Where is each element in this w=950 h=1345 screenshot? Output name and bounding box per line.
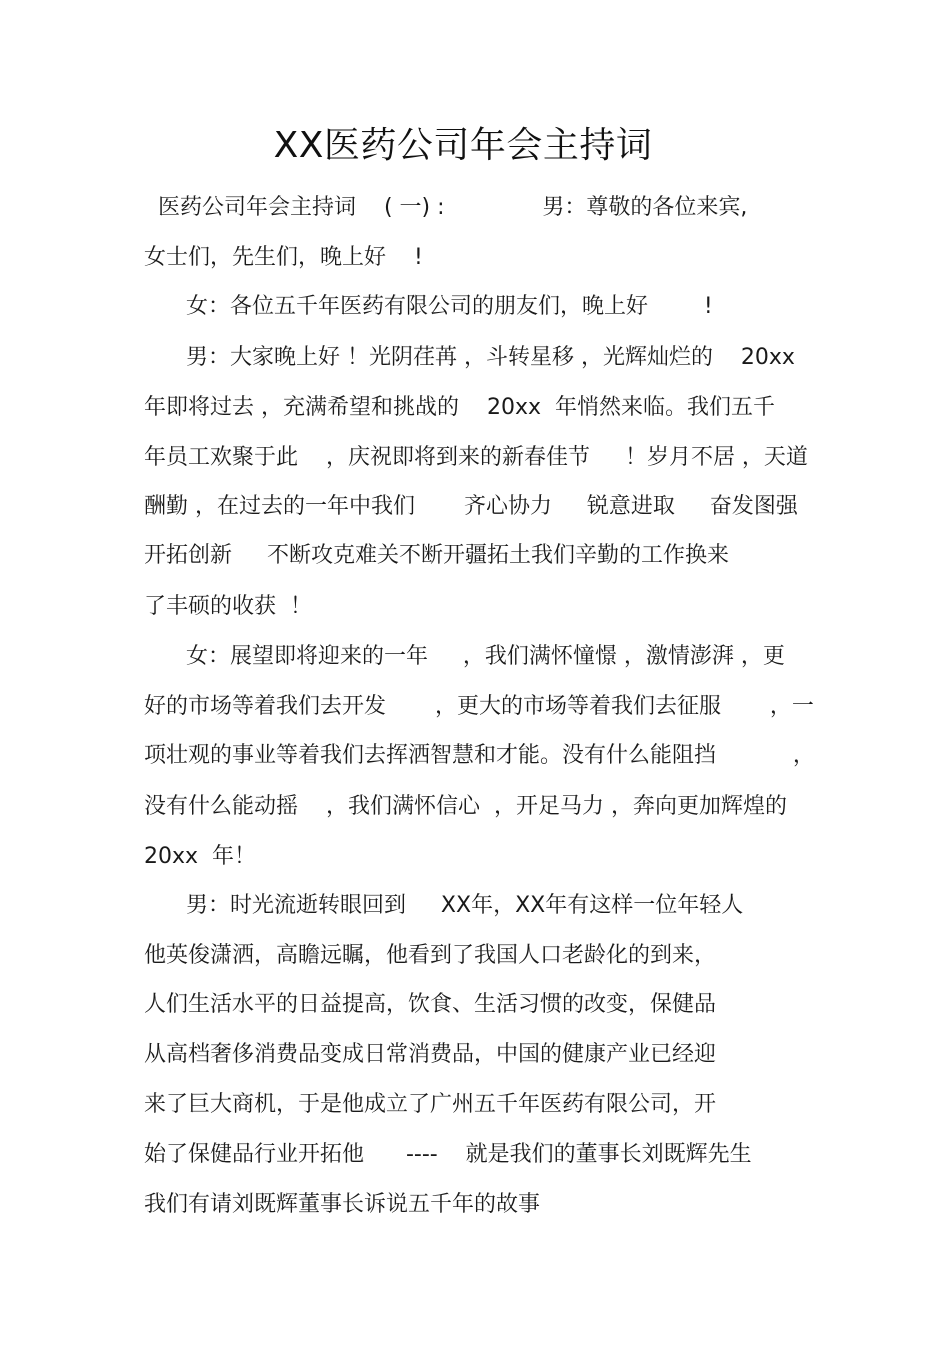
- paragraph-line: 医药公司年会主持词 ( 一) : 男：尊敬的各位来宾,: [144, 195, 748, 220]
- paragraph-line: 20xx 年！: [144, 844, 257, 869]
- paragraph-line: 好的市场等着我们去开发 ，更大的市场等着我们去征服 ，一: [144, 694, 814, 719]
- paragraph-line: 女：各位五千年医药有限公司的朋友们，晚上好 !: [144, 294, 713, 319]
- paragraph-line: 我们有请刘既辉董事长诉说五千年的故事: [144, 1192, 541, 1217]
- paragraph-line: 始了保健品行业开拓他 ---- 就是我们的董事长刘既辉先生: [144, 1142, 752, 1167]
- paragraph-line: 他英俊潇洒，高瞻远瞩，他看到了我国人口老龄化的到来，: [144, 943, 717, 968]
- paragraph-line: 年即将过去 ，充满希望和挑战的 20xx 年悄然来临。我们五千: [144, 395, 775, 420]
- paragraph-line: 人们生活水平的日益提高，饮食、生活习惯的改变，保健品: [144, 992, 717, 1017]
- paragraph-line: 项壮观的事业等着我们去挥洒智慧和才能。没有什么能阻挡 ，: [144, 743, 815, 768]
- paragraph-line: 了丰硕的收获 ！: [144, 594, 312, 619]
- paragraph-line: 酬勤 ，在过去的一年中我们 齐心协力 锐意进取 奋发图强: [144, 494, 798, 519]
- paragraph-line: 男：大家晚上好 ！光阴荏苒 ，斗转星移 ，光辉灿烂的 20xx: [144, 345, 795, 370]
- document-title: XX医药公司年会主持词: [273, 125, 653, 166]
- paragraph-line: 没有什么能动摇 ，我们满怀信心 ，开足马力 ，奔向更加辉煌的: [144, 794, 787, 819]
- paragraph-line: 男：时光流逝转眼回到 XX年，XX年有这样一位年轻人: [144, 893, 744, 918]
- paragraph-line: 年员工欢聚于此 ，庆祝即将到来的新春佳节 ！岁月不居 ，天道: [144, 445, 808, 470]
- paragraph-line: 女：展望即将迎来的一年 ，我们满怀憧憬 ，激情澎湃 ，更: [144, 644, 785, 669]
- paragraph-line: 来了巨大商机，于是他成立了广州五千年医药有限公司，开: [144, 1092, 717, 1117]
- paragraph-line: 开拓创新 不断攻克难关不断开疆拓土我们辛勤的工作换来: [144, 543, 729, 568]
- paragraph-line: 女士们，先生们，晚上好 !: [144, 245, 423, 270]
- paragraph-line: 从高档奢侈消费品变成日常消费品，中国的健康产业已经迎: [144, 1042, 717, 1067]
